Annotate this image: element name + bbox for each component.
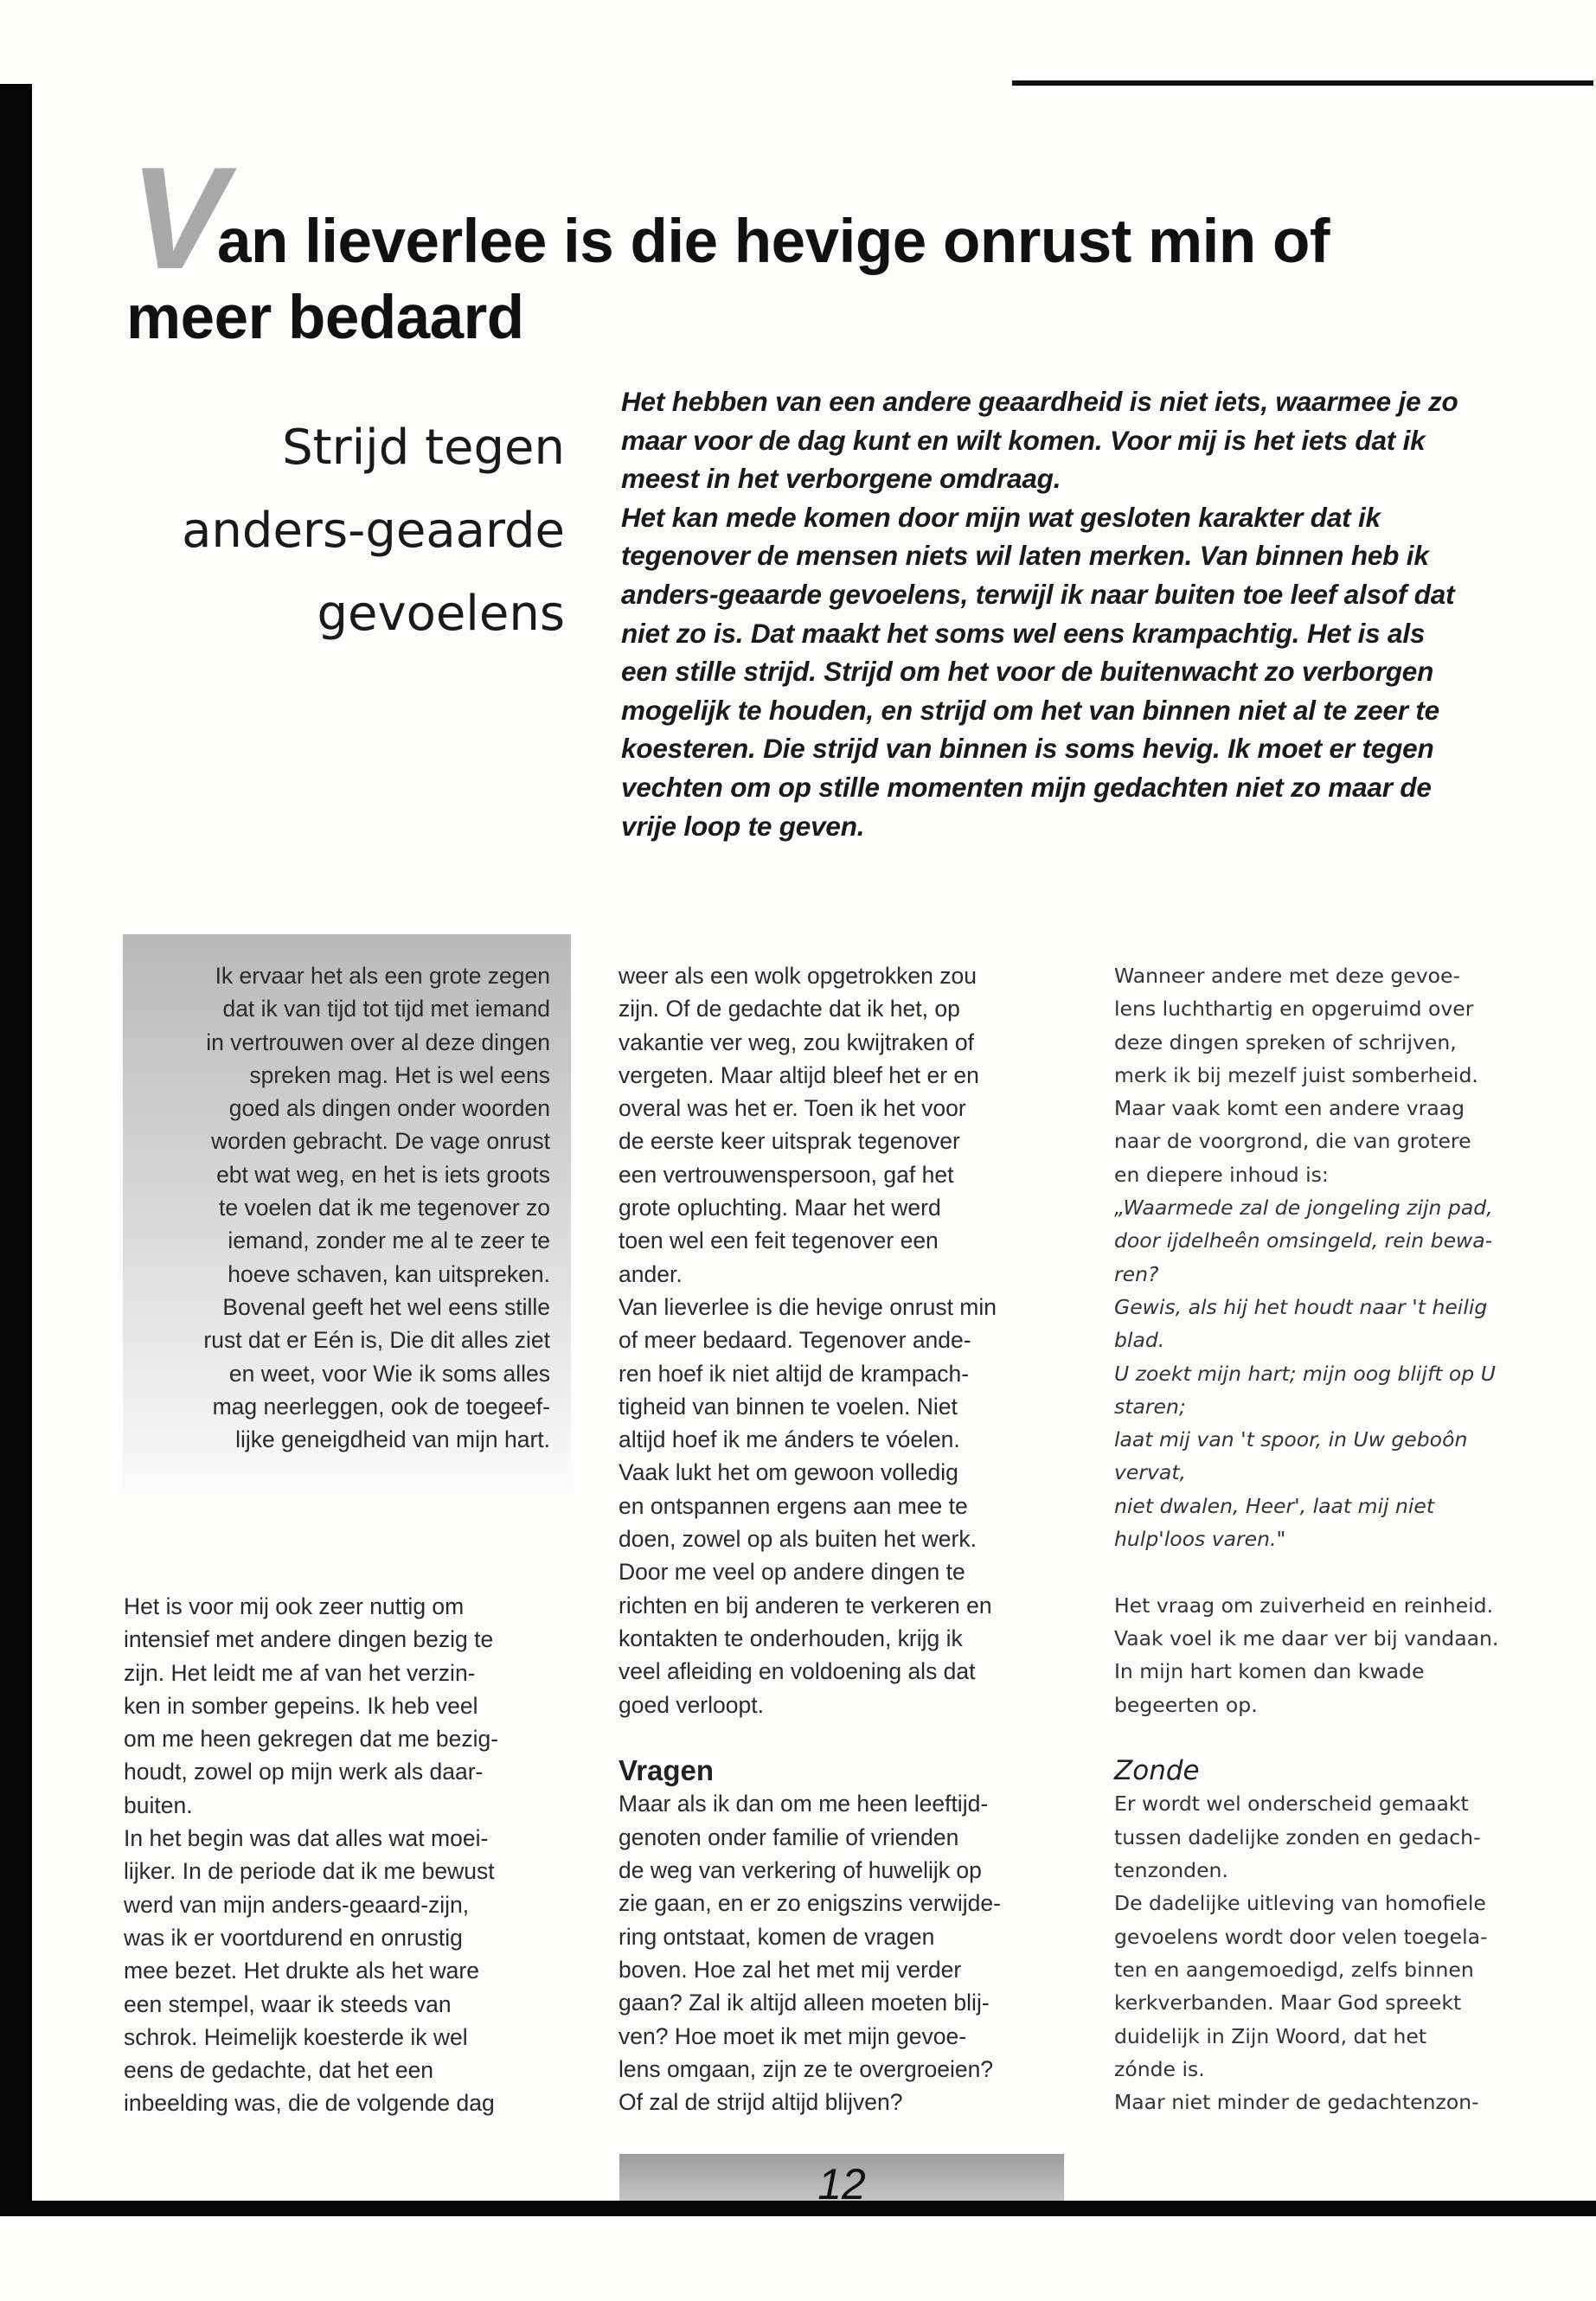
section-heading-vragen: Vragen — [619, 1754, 715, 1787]
text-line: zie gaan, en er zo enigszins verwijde- — [619, 1890, 1001, 1917]
text-line: richten en bij anderen te verkeren en — [619, 1592, 992, 1618]
text-line: ren hoef ik niet altijd de krampach- — [619, 1360, 970, 1387]
text-line: in vertrouwen over al deze dingen — [206, 1029, 550, 1055]
text-line: Het hebben van een andere geaardheid is niet iets, waarmee je zo — [621, 386, 1458, 417]
text-line: gevoelens wordt door velen toegela- — [1114, 1924, 1488, 1949]
text-line: maar voor de dag kunt en wilt komen. Voor mij is het iets dat ik — [621, 424, 1426, 456]
text-line: ebt wat weg, en het is iets groots — [216, 1161, 550, 1188]
text-line: begeerten op. — [1114, 1692, 1258, 1717]
text-line: om me heen gekregen dat me bezig- — [124, 1726, 499, 1753]
top-rule — [1012, 80, 1593, 86]
text-line: lens luchthartig en opgeruimd over — [1114, 997, 1474, 1022]
text-line: hulp'loos varen." — [1114, 1527, 1286, 1552]
bottom-black-bar — [0, 2201, 1596, 2216]
text-line: en diepere inhoud is: — [1114, 1162, 1329, 1187]
text-line: houdt, zowel op mijn werk als daar- — [124, 1759, 484, 1785]
text-line: door ijdelheên omsingeld, rein bewa- — [1114, 1228, 1493, 1253]
text-line: tussen dadelijke zonden en gedach- — [1114, 1824, 1481, 1849]
page-edge-black-bar — [0, 84, 32, 2203]
text-line: dat ik van tijd tot tijd met iemand — [222, 996, 550, 1022]
text-line: spreken mag. Het is wel eens — [249, 1061, 550, 1088]
text-line: Door me veel op andere dingen te — [619, 1559, 965, 1586]
psalm-quote — [1114, 1191, 1498, 1555]
text-line: Ik ervaar het als een grote zegen — [215, 963, 550, 989]
text-line: de eerste keer uitsprak tegenover — [619, 1128, 960, 1155]
text-line: de weg van verkering of huwelijk op — [619, 1857, 982, 1884]
text-line: tenzonden. — [1114, 1858, 1228, 1883]
text-line: tigheid van binnen te voelen. Niet — [619, 1393, 958, 1420]
text-line: Van lieverlee is die hevige onrust min — [619, 1293, 997, 1320]
text-line: grote opluchting. Maar het werd — [619, 1195, 941, 1221]
subtitle-line: anders-geaarde — [182, 503, 565, 559]
text-line: Gewis, als hij het houdt naar 't heilig — [1114, 1294, 1488, 1319]
text-line: blad. — [1114, 1328, 1165, 1353]
text-line: ander. — [619, 1260, 683, 1287]
text-line: ken in somber gepeins. Ik heb veel — [124, 1692, 478, 1719]
text-line: meest in het verborgene omdraag. — [621, 463, 1061, 495]
text-line: mag neerleggen, ook de toegeef- — [212, 1393, 550, 1420]
column-2-text — [619, 959, 1001, 1721]
text-line: koesteren. Die strijd van binnen is soms hevig. Ik moet er tegen — [621, 733, 1434, 765]
text-line: vechten om op stille momenten mijn gedachten niet zo maar de — [621, 771, 1432, 803]
subtitle-line: Strijd tegen — [282, 420, 565, 476]
spacer — [1114, 1555, 1498, 1588]
text-line: mee bezet. Het drukte als het ware — [124, 1958, 479, 1984]
text-line: „Waarmede zal de jongeling zijn pad, — [1114, 1195, 1493, 1221]
subtitle — [87, 407, 565, 656]
article-title — [126, 204, 1330, 356]
text-line: Maar niet minder de gedachtenzon- — [1114, 2090, 1479, 2115]
title-line-2: meer bedaard — [126, 284, 524, 352]
text-line: kerkverbanden. Maar God spreekt — [1114, 1990, 1462, 2016]
column-1-text — [124, 1590, 498, 2120]
text-line: goed als dingen onder woorden — [228, 1095, 550, 1122]
text-line: een vertrouwenspersoon, gaf het — [619, 1161, 954, 1188]
text-line: boven. Hoe zal het met mij verder — [619, 1956, 962, 1983]
text-line: werd van mijn anders-geaard-zijn, — [124, 1891, 470, 1918]
text-line: anders-geaarde gevoelens, terwijl ik naar buiten toe leef alsof dat — [621, 578, 1455, 610]
text-line: weer als een wolk opgetrokken zou — [619, 963, 977, 989]
text-line: tegenover de mensen niets wil laten merken. Van binnen heb ik — [621, 540, 1429, 572]
text-line: In mijn hart komen dan kwade — [1114, 1659, 1425, 1684]
vragen-text — [619, 1787, 1001, 2118]
text-line: vergeten. Maar altijd bleef het er en — [619, 1061, 979, 1088]
text-line: te voelen dat ik me tegenover zo — [218, 1195, 550, 1221]
zonde-text — [1114, 1787, 1498, 2118]
column-1 — [124, 1590, 498, 2120]
intro-paragraph — [621, 382, 1458, 845]
text-line: niet zo is. Dat maakt het soms wel eens krampachtig. Het is als — [621, 617, 1426, 649]
text-line: en weet, voor Wie ik soms alles — [228, 1360, 550, 1387]
page-number: 12 — [817, 2160, 866, 2201]
text-line: ten en aangemoedigd, zelfs binnen — [1114, 1957, 1474, 1982]
text-line: en ontspannen ergens aan mee te — [619, 1492, 968, 1519]
text-line: inbeelding was, die de volgende dag — [124, 2090, 495, 2117]
text-line: worden gebracht. De vage onrust — [211, 1128, 550, 1155]
column-3 — [1114, 959, 1498, 2118]
text-line: ren? — [1114, 1261, 1159, 1286]
text-line: De dadelijke uitleving van homofiele — [1114, 1891, 1486, 1916]
text-line: goed verloopt. — [619, 1691, 764, 1718]
text-line: laat mij van 't spoor, in Uw geboôn — [1114, 1427, 1468, 1452]
text-line: genoten onder familie of vrienden — [619, 1823, 959, 1850]
text-line: ring ontstaat, komen de vragen — [619, 1923, 935, 1950]
text-line: mogelijk te houden, en strijd om het van binnen niet al te zeer te — [621, 694, 1439, 726]
spacer — [619, 1721, 1001, 1754]
column-3-text — [1114, 959, 1498, 1191]
title-line-1: an lieverlee is die hevige onrust min of — [217, 208, 1330, 276]
text-line: zijn. Of de gedachte dat ik het, op — [619, 996, 960, 1022]
text-line: of meer bedaard. Tegenover ande- — [619, 1327, 971, 1354]
text-line: vervat, — [1114, 1460, 1187, 1485]
text-line: schrok. Heimelijk koesterde ik wel — [124, 2023, 468, 2050]
text-line: toen wel een feit tegenover een — [619, 1227, 939, 1254]
text-line: kontakten te onderhouden, krijg ik — [619, 1625, 963, 1651]
section-heading-zonde: Zonde — [1114, 1755, 1200, 1787]
text-line: Het kan mede komen door mijn wat gesloten karakter dat ik — [621, 501, 1381, 533]
text-line: duidelijk in Zijn Woord, dat het — [1114, 2023, 1427, 2048]
text-line: overal was het er. Toen ik het voor — [619, 1095, 966, 1122]
text-line: lens omgaan, zijn ze te overgroeien? — [619, 2055, 994, 2082]
text-line: intensief met andere dingen bezig te — [124, 1626, 494, 1653]
text-line: lijker. In de periode dat ik me bewust — [124, 1858, 495, 1885]
text-line: vakantie ver weg, zou kwijtraken of — [619, 1029, 974, 1055]
text-line: rust dat er Eén is, Die dit alles ziet — [203, 1327, 550, 1354]
drop-cap: V — [130, 137, 228, 299]
text-line: zónde is. — [1114, 2056, 1205, 2081]
text-line: merk ik bij mezelf juist somberheid. — [1114, 1062, 1478, 1087]
text-line: niet dwalen, Heer', laat mij niet — [1114, 1493, 1435, 1518]
subtitle-line: gevoelens — [317, 586, 565, 642]
text-line: was ik er voortdurend en onrustig — [124, 1924, 463, 1951]
text-line: deze dingen spreken of schrijven, — [1114, 1029, 1457, 1054]
text-line: Of zal de strijd altijd blijven? — [619, 2089, 903, 2116]
column-2 — [619, 959, 1001, 2118]
text-line: veel afleiding en voldoening als dat — [619, 1658, 976, 1685]
page-number-box — [619, 2154, 1064, 2201]
text-line: doen, zowel op als buiten het werk. — [619, 1526, 977, 1553]
text-line: naar de voorgrond, die van grotere — [1114, 1129, 1471, 1154]
text-line: Wanneer andere met deze gevoe- — [1114, 964, 1460, 988]
text-line: altijd hoef ik me ánders te vóelen. — [619, 1426, 960, 1453]
text-line: buiten. — [124, 1791, 193, 1818]
text-line: vrije loop te geven. — [621, 810, 865, 842]
text-line: staren; — [1114, 1394, 1186, 1419]
text-line: ven? Hoe moet ik met mijn gevoe- — [619, 2022, 967, 2049]
text-line: een stille strijd. Strijd om het voor de buitenwacht zo verborgen — [621, 656, 1434, 688]
text-line: U zoekt mijn hart; mijn oog blijft op U — [1114, 1361, 1496, 1386]
text-line: een stempel, waar ik steeds van — [124, 1990, 452, 2017]
text-line: hoeve schaven, kan uitspreken. — [228, 1260, 550, 1287]
text-line: Bovenal geeft het wel eens stille — [222, 1293, 550, 1320]
text-line: Maar vaak komt een andere vraag — [1114, 1096, 1465, 1121]
text-line: Het is voor mij ook zeer nuttig om — [124, 1593, 465, 1619]
text-line: Vaak voel ik me daar ver bij vandaan. — [1114, 1625, 1499, 1650]
highlight-box-text — [130, 959, 550, 1456]
text-line: eens de gedachte, dat het een — [124, 2057, 434, 2084]
text-line: zijn. Het leidt me af van het verzin- — [124, 1659, 476, 1686]
text-line: Vaak lukt het om gewoon volledig — [619, 1459, 958, 1486]
column-3-text-after-quote — [1114, 1589, 1498, 1721]
text-line: gaan? Zal ik altijd alleen moeten blij- — [619, 1990, 990, 2016]
text-line: Maar als ik dan om me heen leeftijd- — [619, 1791, 989, 1817]
text-line: In het begin was dat alles wat moei- — [124, 1825, 489, 1852]
text-line: iemand, zonder me al te zeer te — [228, 1227, 550, 1254]
spacer — [1114, 1721, 1498, 1754]
text-line: lijke geneigdheid van mijn hart. — [235, 1426, 550, 1453]
text-line: Er wordt wel onderscheid gemaakt — [1114, 1791, 1469, 1817]
text-line: Het vraag om zuiverheid en reinheid. — [1114, 1593, 1494, 1618]
